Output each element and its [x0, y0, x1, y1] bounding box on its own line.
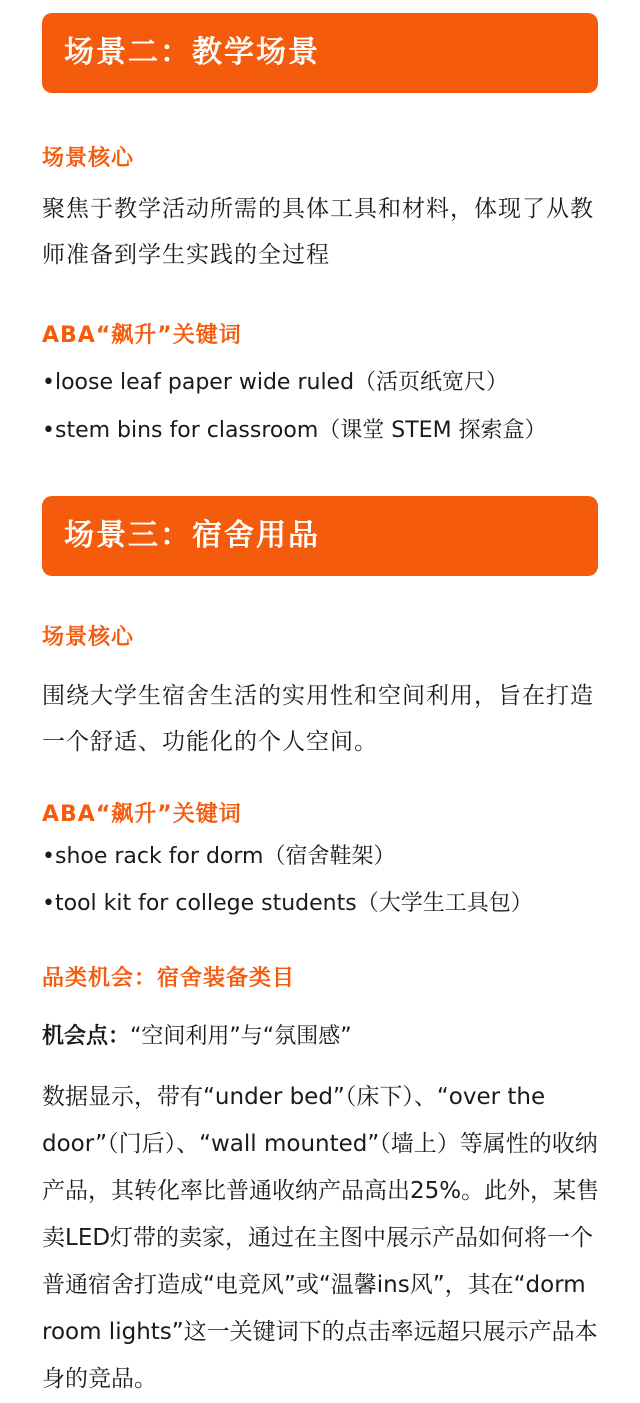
- keywords-heading-dorm: ABA“飙升”关键词: [42, 802, 242, 827]
- opportunity-label: 机会点：: [42, 1024, 131, 1049]
- keywords-heading-teaching: ABA“飙升”关键词: [42, 323, 242, 348]
- keyword-item: •stem bins for classroom（课堂 STEM 探索盒）: [42, 418, 547, 443]
- section-banner-teaching: 场景二：教学场景: [42, 13, 598, 93]
- core-text-dorm: 围绕大学生宿舍生活的实用性和空间利用，旨在打造一个舒适、功能化的个人空间。: [42, 683, 594, 755]
- keyword-item: •tool kit for college students（大学生工具包）: [42, 891, 533, 916]
- keyword-item: •shoe rack for dorm（宿舍鞋架）: [42, 844, 396, 869]
- section-banner-dorm: 场景三：宿舍用品: [42, 496, 598, 576]
- keyword-item: •loose leaf paper wide ruled（活页纸宽尺）: [42, 370, 509, 395]
- opportunity-point: [42, 1022, 612, 1052]
- core-heading-dorm: 场景核心: [42, 625, 135, 650]
- data-paragraph: 数据显示，带有“under bed”（床下）、“over the door”（门后）、“wall mounted”（墙上）等属性的收纳产品，其转化率比普通收纳产品高出25%。此外，某售卖LED灯带的卖家，通过在主图中展示产品如何将一个普通宿舍打造成“电竞风”或“温馨ins风”，其在“dorm room lights”这一关键词下的点击率远超只展示产品本身的竞品。: [42, 1084, 600, 1392]
- core-heading-teaching: 场景核心: [42, 146, 135, 171]
- core-text-teaching: 聚焦于教学活动所需的具体工具和材料，体现了从教师准备到学生实践的全过程: [42, 196, 594, 268]
- opportunity-heading: 品类机会：宿舍装备类目: [42, 966, 296, 991]
- opportunity-value: “空间利用”与“氛围感”: [130, 1024, 352, 1049]
